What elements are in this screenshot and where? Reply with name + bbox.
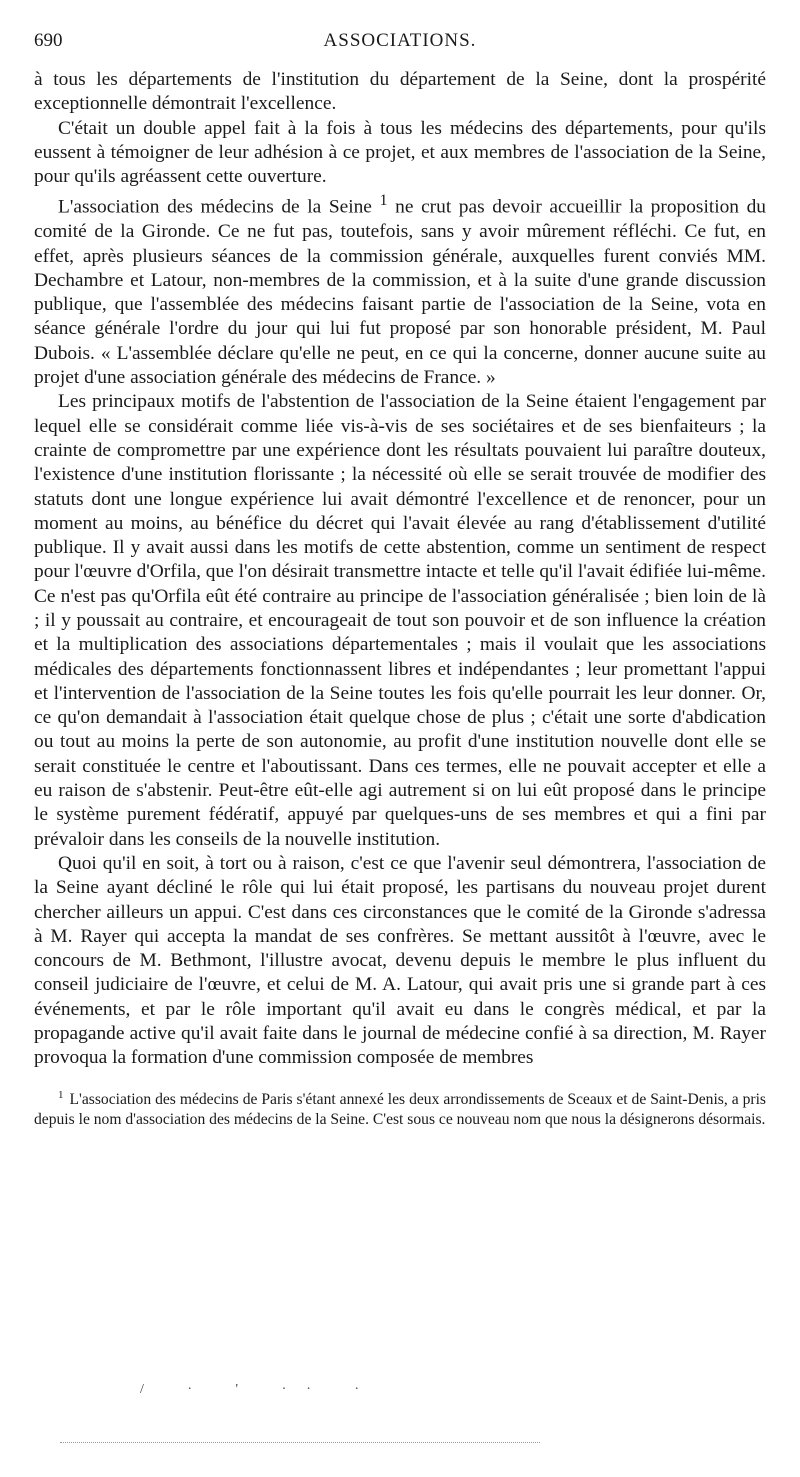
paragraph-3-text: ne crut pas devoir accueillir la proposition du comité de la Gironde. Ce ne fut pas, toutefois, sans y avoir mûrement réfléchi. Ce fut, en effet, après plusieurs séances de la commission générale, auxquelles furent conviés MM. Dechambre et Latour, non-membres de la commission, et à la suite d'une grande discussion publique, que l'assemblée des médecins faisant partie de l'association de la Seine, vota en séance générale l'ordre du jour qui lui fut proposé par son honorable président, M. Paul Dubois. « L'assemblée déclare qu'elle ne peut, en ce qui la concerne, donner aucune suite au projet d'une association générale des médecins de France. »	[34, 196, 766, 389]
paragraph-4: Les principaux motifs de l'abstention de l'association de la Seine étaient l'engagement par lequel elle se considérait comme liée vis-à-vis de ses sociétaires et de ses bienfaiteurs ; la crainte de compromettre par une expérience dont les résultats pouvaient lui paraître douteux, l'existence d'une institution florissante ; la nécessité où elle se serait trouvée de modifier des statuts dont une longue expérience lui avait démontré l'excellence et de renoncer, pour un moment au moins, au bénéfice du décret qui l'avait élevée au rang d'établissement d'utilité publique. Il y avait aussi dans les motifs de cette abstention, comme un sentiment de respect pour l'œuvre d'Orfila, que l'on désirait transmettre intacte et telle qu'il l'avait édifiée lui-même. Ce n'est pas qu'Orfila eût été contraire au principe de l'association généralisée ; bien loin de là ; il y poussait au contraire, et encourageait de tout son pouvoir et de son influence la création et la multiplication des associations départementales ; mais il voulait que les associations médicales des départements fonctionnassent libres et indépendantes ; leur promettant l'appui et l'intervention de l'association de la Seine toutes les fois qu'elle pourrait les leur donner. Or, ce qu'on demandait à l'association était quelque chose de plus ; c'était une sorte d'abdication ou tout au moins la perte de son autonomie, au profit d'une institution nouvelle dont elle se serait constituée le centre et l'aboutissant. Dans ces termes, elle ne pouvait accepter et elle a eu raison de s'abstenir. Peut-être eût-elle agi autrement si on lui eût proposé dans le principe le système purement fédératif, appuyé par quelques-uns de ses membres et qui a fini par prévaloir dans les conseils de la nouvelle institution.	[34, 391, 766, 850]
page-header	[34, 30, 766, 60]
footnote	[34, 1085, 766, 1130]
page-number: 690	[34, 30, 63, 51]
bottom-bleed-line	[60, 1442, 540, 1443]
body-text	[34, 68, 766, 1071]
paragraph-3-lead: L'association des médecins de la Seine	[58, 196, 372, 218]
page-specks: / · ' ·· ·	[140, 1382, 380, 1397]
paragraph-2: C'était un double appel fait à la fois à tous les médecins des départements, pour qu'ils eussent à témoigner de leur adhésion à ce projet, et aux membres de l'association de la Seine, pour qu'ils agréassent cette ouverture.	[34, 117, 766, 188]
paragraph-5: Quoi qu'il en soit, à tort ou à raison, c'est ce que l'avenir seul démontrera, l'association de la Seine ayant décliné le rôle qui lui était proposé, les partisans du nouveau projet durent chercher ailleurs un appui. C'est dans ces circonstances que le comité de la Gironde s'adressa à M. Rayer qui accepta la mandat de ses confrères. Se mettant aussitôt à l'œuvre, avec le concours de M. Bethmont, l'illustre avocat, devenu depuis le membre le plus influent du conseil judiciaire de l'œuvre, et celui de M. A. Latour, qui avait pris une si grande part à ces événements, et par le rôle important qu'il avait eu dans le congrès médical, et par la propagande active qu'il avait faite dans le journal de médecine confié à sa direction, M. Rayer provoqua la formation d'une commission composée de membres	[34, 852, 766, 1069]
footnote-reference: 1	[379, 192, 388, 210]
running-head: ASSOCIATIONS.	[323, 30, 477, 51]
footnote-marker: 1	[58, 1088, 64, 1101]
paragraph-1: à tous les départements de l'institution du département de la Seine, dont la prospérité exceptionnelle démontrait l'excellence.	[34, 69, 766, 115]
footnote-text: L'association des médecins de Paris s'étant annexé les deux arrondissements de Sceaux et de Saint-Denis, a pris depuis le nom d'association des médecins de la Seine. C'est sous ce nouveau nom que nous la désignerons désormais.	[34, 1090, 766, 1128]
paragraph-3	[34, 189, 766, 390]
